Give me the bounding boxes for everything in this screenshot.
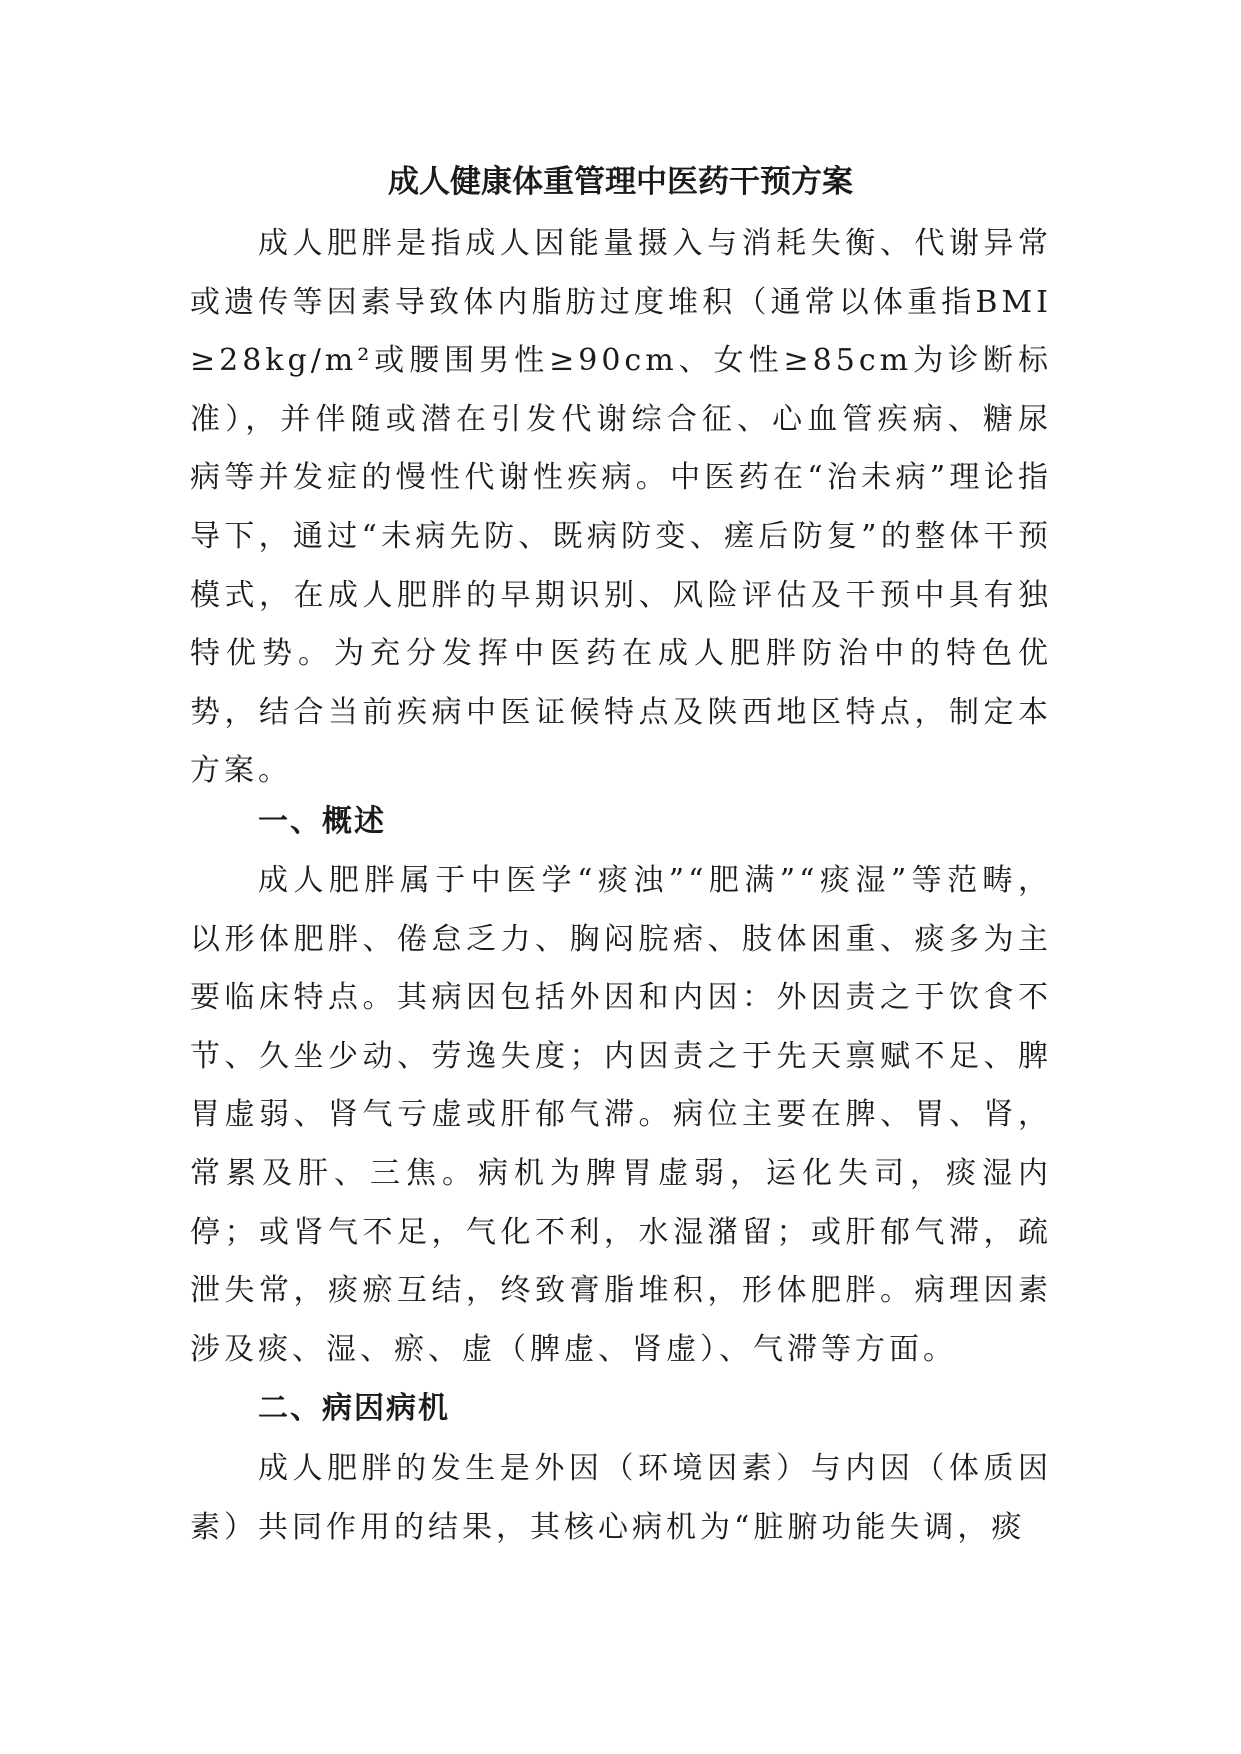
intro-paragraph: 成人肥胖是指成人因能量摄入与消耗失衡、代谢异常或遗传等因素导致体内脂肪过度堆积（通常以体重指BMI≥28kg/m²或腰围男性≥90cm、女性≥85cm为诊断标准），并伴随或潜在引发代谢综合征、心血管疾病、糖尿病等并发症的慢性代谢性疾病。中医药在“治未病”理论指导下，通过“未病先防、既病防变、瘥后防复”的整体干预模式，在成人肥胖的早期识别、风险评估及干预中具有独特优势。为充分发挥中医药在成人肥胖防治中的特色优势，结合当前疾病中医证候特点及陕西地区特点，制定本方案。 (190, 226, 1052, 789)
etiology-paragraph: 成人肥胖的发生是外因（环境因素）与内因（体质因素）共同作用的结果，其核心病机为“脏腑功能失调，痰 (190, 1451, 1052, 1545)
section-heading-etiology: 二、病因病机 (258, 1391, 450, 1426)
overview-paragraph: 成人肥胖属于中医学“痰浊”“肥满”“痰湿”等范畴，以形体肥胖、倦怠乏力、胸闷脘痞、肢体困重、痰多为主要临床特点。其病因包括外因和内因：外因责之于饮食不节、久坐少动、劳逸失度；内因责之于先天禀赋不足、脾胃虚弱、肾气亏虚或肝郁气滞。病位主要在脾、胃、肾，常累及肝、三焦。病机为脾胃虚弱，运化失司，痰湿内停；或肾气不足，气化不利，水湿潴留；或肝郁气滞，疏泄失常，痰瘀互结，终致膏脂堆积，形体肥胖。病理因素涉及痰、湿、瘀、虚（脾虚、肾虚）、气滞等方面。 (190, 863, 1052, 1367)
document-title: 成人健康体重管理中医药干预方案 (388, 164, 853, 200)
section-heading-overview: 一、概述 (258, 804, 386, 839)
